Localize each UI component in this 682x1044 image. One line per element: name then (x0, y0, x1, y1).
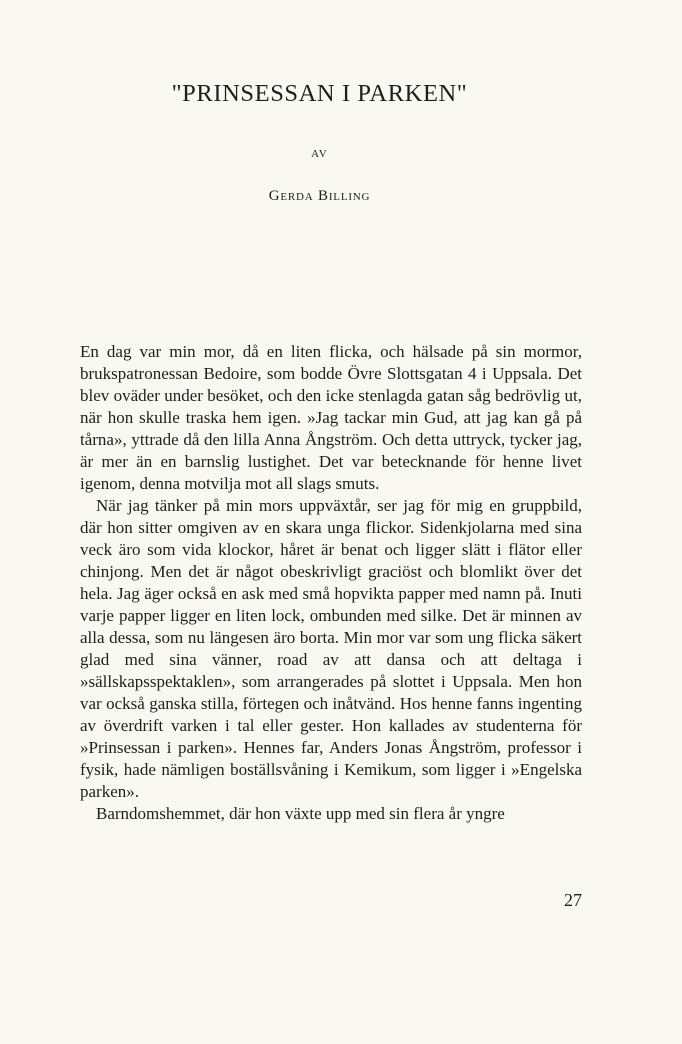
byline: AV (311, 148, 328, 160)
paragraph: Barndomshemmet, där hon växte upp med sin flera år yngre (96, 804, 505, 823)
body-text (80, 341, 582, 825)
paragraph: När jag tänker på min mors uppväxtår, ser jag för mig en gruppbild, där hon sitter omgiven av en skara unga flickor. Sidenkjolarna med sina veck äro som vida klockor, håret är benat och ligger slätt i flätor eller chinjong. Men det är något obeskrivligt graciöst och blomlikt över det hela. Jag äger också en ask med små hopvikta papper med namn på. Inuti varje papper ligger en liten lock, ombunden med silke. Det är minnen av alla dessa, som nu längesen äro borta. Min mor var som ung flicka säkert glad med sina vänner, road av att dansa och att deltaga i »sällskapsspektaklen», som arrangerades på slottet i Uppsala. Men hon var också ganska stilla, förtegen och inåtvänd. Hos henne fanns ingenting av överdrift varken i tal eller gester. Hon kallades av studenterna för »Prinsessan i parken». Hennes far, Anders Jonas Ångström, professor i fysik, hade nämligen boställsvåning i Kemikum, som ligger i »Engelska parken». (80, 496, 582, 801)
author-name: Gerda Billing (268, 188, 371, 204)
page-number: 27 (564, 890, 582, 910)
paragraph: En dag var min mor, då en liten flicka, och hälsade på sin mormor, brukspatronessan Bedoire, som bodde Övre Slottsgatan 4 i Uppsala. Det blev oväder under besöket, och den icke stenlagda gatan såg bedrövlig ut, när hon skulle traska hem igen. »Jag tackar min Gud, att jag kan gå på tårna», yttrade då den lilla Anna Ångström. Och detta uttryck, tycker jag, är mer än en barnslig lustighet. Det var betecknande för henne livet igenom, denna motvilja mot all slags smuts. (80, 342, 582, 493)
chapter-title: "PRINSESSAN I PARKEN" (171, 80, 468, 107)
